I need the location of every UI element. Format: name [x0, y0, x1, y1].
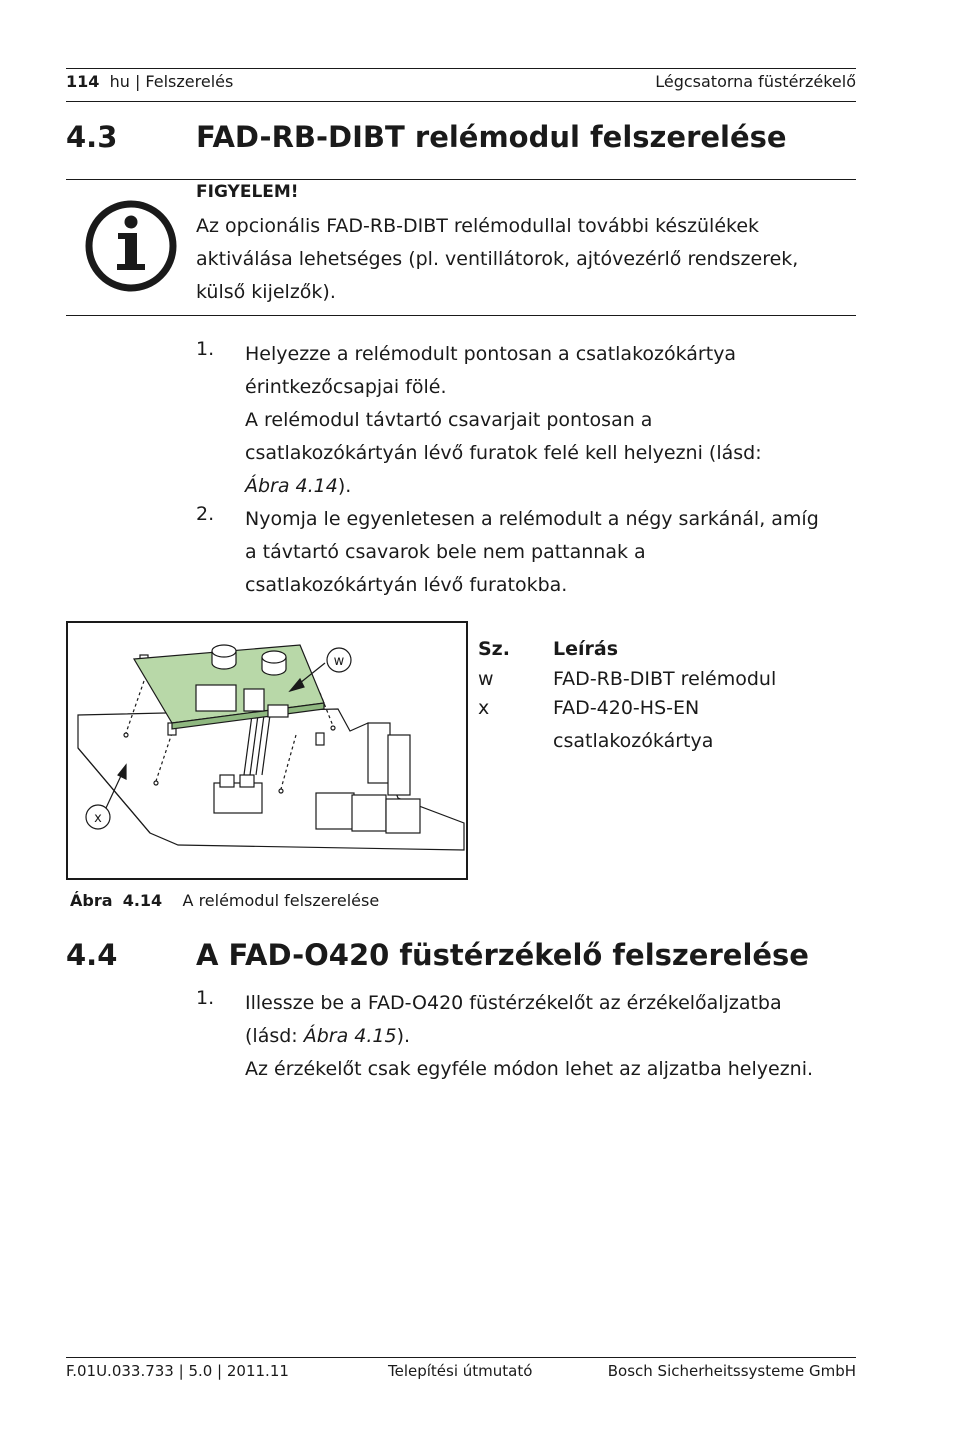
- page-header-left: [66, 72, 233, 91]
- callout-x: x: [94, 811, 102, 826]
- legend-col1-head: Sz.: [478, 638, 510, 660]
- ref-suffix: ).: [337, 475, 352, 497]
- legend-desc: FAD-420-HS-EN: [553, 697, 700, 719]
- notice-top-rule: [66, 179, 856, 180]
- step-line: [245, 470, 860, 503]
- notice-bottom-rule: [66, 315, 856, 316]
- footer-rule: [66, 1357, 856, 1358]
- ref-suffix: ).: [396, 1025, 411, 1047]
- step-line: csatlakozókártyán lévő furatokba.: [245, 574, 568, 596]
- ref-prefix: (lásd:: [245, 1025, 304, 1047]
- notice-title: FIGYELEM!: [196, 182, 299, 202]
- caption-number: 4.14: [122, 891, 163, 910]
- step-line: érintkezőcsapjai fölé.: [245, 376, 447, 398]
- footer-doc-id: F.01U.033.733 | 5.0 | 2011.11: [66, 1362, 289, 1380]
- step-line: a távtartó csavarok bele nem pattannak a: [245, 541, 646, 563]
- step-number: 2.: [196, 503, 215, 525]
- legend-col2-head: Leírás: [553, 638, 619, 660]
- header-section: hu | Felszerelés: [109, 72, 234, 91]
- step-line: [245, 1020, 860, 1053]
- section-title: A FAD-O420 füstérzékelő felszerelése: [196, 938, 809, 972]
- step-line: Nyomja le egyenletesen a relémodult a négy sarkánál, amíg: [245, 508, 819, 530]
- header-product: Légcsatorna füstérzékelő: [655, 72, 856, 91]
- notice-line: aktiválása lehetséges (pl. ventillátorok, ajtóvezérlő rendszerek,: [196, 248, 799, 270]
- header-bottom-rule: [66, 101, 856, 102]
- header-top-rule: [66, 68, 856, 69]
- figure-caption: [70, 891, 379, 910]
- figure-relay-module: [66, 621, 468, 880]
- step-text: [245, 338, 860, 503]
- step-line: Illessze be a FAD-O420 füstérzékelőt az érzékelőaljzatba: [245, 992, 782, 1014]
- notice-line: külső kijelzők).: [196, 281, 336, 303]
- relay-mounting-illustration: [68, 623, 466, 878]
- notice-line: Az opcionális FAD-RB-DIBT relémodullal további készülékek: [196, 215, 760, 237]
- page-number: 114: [66, 72, 100, 91]
- footer-company: Bosch Sicherheitssysteme GmbH: [607, 1362, 856, 1380]
- section-number: 4.3: [66, 120, 118, 154]
- step-number: 1.: [196, 987, 215, 1009]
- caption-label: Ábra: [70, 891, 113, 910]
- step-line: csatlakozókártyán lévő furatok felé kell helyezni (lásd:: [245, 442, 762, 464]
- callout-w: w: [333, 654, 345, 669]
- legend-desc: csatlakozókártya: [553, 730, 714, 752]
- section-number: 4.4: [66, 938, 118, 972]
- caption-text: A relémodul felszerelése: [182, 891, 380, 910]
- legend-key: w: [478, 668, 494, 690]
- step-line: Helyezze a relémodult pontosan a csatlakozókártya: [245, 343, 737, 365]
- step-text: [245, 987, 860, 1086]
- step-line: Az érzékelőt csak egyféle módon lehet az aljzatba helyezni.: [245, 1058, 814, 1080]
- step-text: [245, 503, 860, 602]
- step-line: A relémodul távtartó csavarjait pontosan a: [245, 409, 653, 431]
- legend-desc: FAD-RB-DIBT relémodul: [553, 668, 777, 690]
- figure-reference: Ábra 4.15: [303, 1025, 397, 1047]
- figure-reference: Ábra 4.14: [245, 475, 338, 497]
- step-number: 1.: [196, 338, 215, 360]
- footer-doc-type: Telepítési útmutató: [388, 1362, 533, 1380]
- info-icon: [84, 199, 178, 293]
- notice-text: [196, 210, 856, 309]
- legend-key: x: [478, 697, 490, 719]
- section-title: FAD-RB-DIBT relémodul felszerelése: [196, 120, 787, 154]
